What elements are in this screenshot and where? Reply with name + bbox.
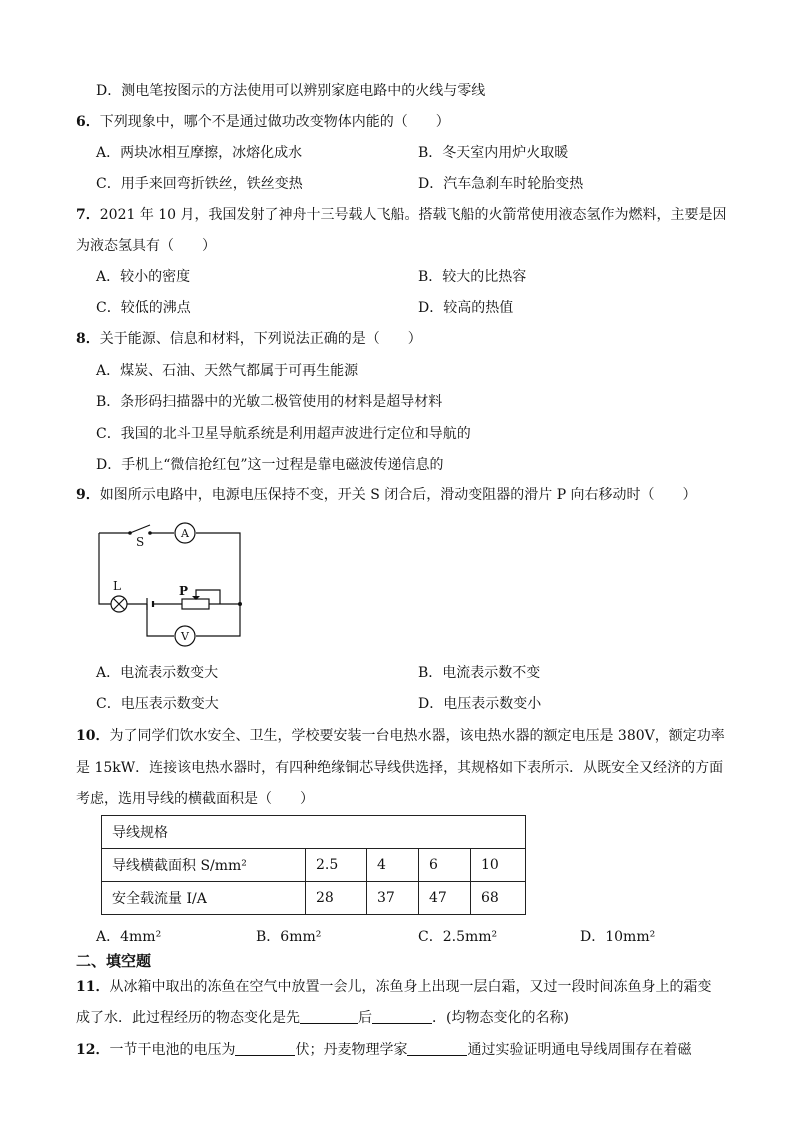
q9-option-a: A．电流表示数变大 xyxy=(96,665,219,681)
stem-part: 后 xyxy=(358,1010,372,1026)
ammeter-label: A xyxy=(181,527,189,540)
q9-option-d: D．电压表示数变小 xyxy=(418,696,542,712)
q6-option-a: A．两块冰相互摩擦，冰熔化成水 xyxy=(96,145,303,161)
q8-option-c: C．我国的北斗卫星导航系统是利用超声波进行定位和导航的 xyxy=(96,426,471,442)
lamp-label: L xyxy=(113,579,121,593)
table-cell: 4 xyxy=(367,849,419,882)
question-10-stem-line3: 考虑，选用导线的横截面积是（ ） xyxy=(76,791,314,807)
table-row xyxy=(102,849,526,882)
q8-option-b: B．条形码扫描器中的光敏二极管使用的材料是超导材料 xyxy=(96,394,443,410)
voltmeter-label: V xyxy=(181,630,189,643)
rheostat xyxy=(182,599,209,609)
question-stem: 2021 年 10 月，我国发射了神舟十三号载人飞船。搭载飞船的火箭常使用液态氢作为燃料，主要是因 xyxy=(99,207,727,223)
wire-voltmeter-left xyxy=(147,604,174,636)
question-6 xyxy=(76,112,450,132)
switch-label: S xyxy=(136,535,145,549)
q10-option-c: C．2.5mm² xyxy=(418,929,498,945)
q10-option-d: D．10mm² xyxy=(580,929,656,945)
slider-wire xyxy=(196,590,220,604)
table-cell: 10 xyxy=(471,849,526,882)
stem-part: 成了水．此过程经历的物态变化是先 xyxy=(76,1010,300,1026)
table-cell: 6 xyxy=(419,849,471,882)
table-cell: 2.5 xyxy=(306,849,367,882)
table-cell: 28 xyxy=(306,882,367,915)
question-stem: 为了同学们饮水安全、卫生，学校要安装一台电热水器，该电热水器的额定电压是 380V，额定功率 xyxy=(109,728,725,744)
question-number: 7． xyxy=(76,207,100,223)
question-7-stem-line2: 为液态氢具有（ ） xyxy=(76,238,216,254)
junction-dot xyxy=(238,602,242,606)
question-7 xyxy=(76,205,727,225)
row-label: 导线横截面积 S/mm² xyxy=(102,849,306,882)
circuit-diagram xyxy=(90,518,250,650)
q6-option-c: C．用手来回弯折铁丝，铁丝变热 xyxy=(96,176,303,192)
question-12 xyxy=(76,1040,691,1060)
question-number: 11． xyxy=(76,979,110,995)
question-number: 9． xyxy=(76,487,100,503)
table-cell: 37 xyxy=(367,882,419,915)
question-10 xyxy=(76,726,725,746)
stem-part: 通过实验证明通电导线周围存在着磁 xyxy=(467,1042,692,1058)
question-8 xyxy=(76,329,422,349)
q9-option-c: C．电压表示数变大 xyxy=(96,696,219,712)
slider-label: P xyxy=(179,584,189,598)
switch-contact xyxy=(128,531,132,535)
question-9 xyxy=(76,485,697,505)
wire-top-right xyxy=(196,533,240,604)
question-number: 10． xyxy=(76,728,110,744)
wire-spec-table xyxy=(101,815,526,915)
q9-option-b: B．电流表示数不变 xyxy=(418,665,541,681)
answer-blank[interactable] xyxy=(235,1041,295,1056)
lamp-cross xyxy=(114,599,125,610)
answer-blank[interactable] xyxy=(407,1041,467,1056)
q10-option-b: B．6mm² xyxy=(256,929,322,945)
row-label: 安全载流量 I/A xyxy=(102,882,306,915)
q8-option-a: A．煤炭、石油、天然气都属于可再生能源 xyxy=(96,363,359,379)
question-stem: 下列现象中，哪个不是通过做功改变物体内能的（ ） xyxy=(99,114,450,130)
table-cell: 47 xyxy=(419,882,471,915)
q7-option-a: A．较小的密度 xyxy=(96,269,191,285)
switch-contact xyxy=(148,531,152,535)
question-11-stem-line2 xyxy=(76,1008,569,1028)
question-number: 12． xyxy=(76,1042,110,1058)
q10-option-a: A．4mm² xyxy=(96,929,162,945)
question-11 xyxy=(76,977,711,997)
table-title: 导线规格 xyxy=(102,816,526,849)
table-row xyxy=(102,882,526,915)
stem-part: 伏；丹麦物理学家 xyxy=(295,1042,408,1058)
question-stem: 从冰箱中取出的冻鱼在空气中放置一会儿，冻鱼身上出现一层白霜，又过一段时间冻鱼身上的霜变 xyxy=(109,979,712,995)
q6-option-d: D．汽车急刹车时轮胎变热 xyxy=(418,176,584,192)
q8-option-d: D．手机上“微信抢红包”这一过程是靠电磁波传递信息的 xyxy=(96,457,444,473)
q6-option-b: B．冬天室内用炉火取暖 xyxy=(418,145,569,161)
stem-part: 一节干电池的电压为 xyxy=(109,1042,236,1058)
question-stem: 关于能源、信息和材料，下列说法正确的是（ ） xyxy=(99,331,422,347)
answer-blank[interactable] xyxy=(372,1009,432,1024)
question-number: 6． xyxy=(76,114,100,130)
stem-part: ．(均物态变化的名称) xyxy=(432,1010,569,1026)
switch-lever xyxy=(130,525,150,533)
section-heading: 二、填空题 xyxy=(76,952,152,970)
q7-option-b: B．较大的比热容 xyxy=(418,269,527,285)
question-number: 8． xyxy=(76,331,100,347)
answer-blank[interactable] xyxy=(300,1009,358,1024)
q5-option-d: D．测电笔按图示的方法使用可以辨别家庭电路中的火线与零线 xyxy=(96,83,486,99)
table-cell: 68 xyxy=(471,882,526,915)
q7-option-c: C．较低的沸点 xyxy=(96,300,191,316)
table-row xyxy=(102,816,526,849)
question-stem: 如图所示电路中，电源电压保持不变，开关 S 闭合后，滑动变阻器的滑片 P 向右移动时（ ） xyxy=(99,487,697,503)
q7-option-d: D．较高的热值 xyxy=(418,300,514,316)
question-10-stem-line2: 是 15kW．连接该电热水器时，有四种绝缘铜芯导线供选择，其规格如下表所示．从既安全又经济的方面 xyxy=(76,760,724,776)
wire-left xyxy=(99,533,111,604)
